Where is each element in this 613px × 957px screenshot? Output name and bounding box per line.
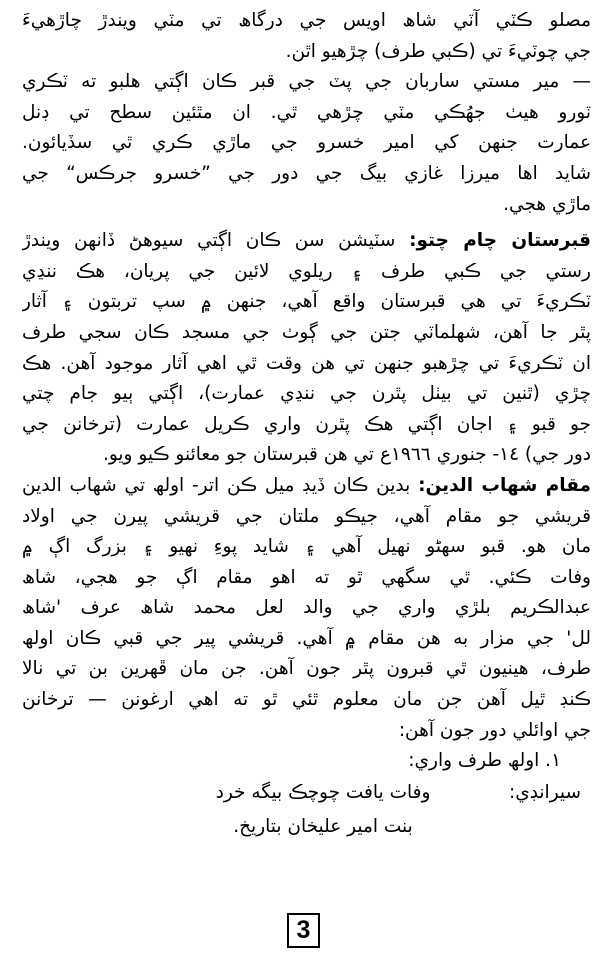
text-line: ٽڪريءَ تي ھي قبرستان واقع آھي، جنھن ۾ سپ تربتون ۽ آثار [22, 291, 591, 313]
paragraph-2 [22, 67, 591, 220]
section-shrine [22, 471, 591, 746]
text-line: ڪنڊ ٿيل آھن جن مان معلوم ٿئي ٿو ته اھي ارغونن — ترخانن [22, 689, 591, 711]
section-text: سٽيشن سن ڪان اڳتي سيوھڻ ڏانھن ويندڙ [22, 230, 396, 252]
inscription-text: وفات يافت چوچڪ بيگه خرد [215, 782, 431, 804]
text-line: وفات ڪئي. ٿي سگھي ٿو ته اھو مقام اڳ جو ھجي، شاھ [22, 566, 591, 588]
section-heading: مقام شھاب الدين: [418, 474, 591, 496]
paragraph-1 [22, 6, 591, 67]
text-line: مان ھو. قبو سھڻو نھيل آھي ۽ شايد پوءِ نھيو ۽ بزرگ اڳ ۾ [22, 536, 591, 558]
text-line [22, 471, 591, 502]
text-line: عبدالڪريم بلڙي واري جي والد لعل محمد شاھ عرف 'شاھ [22, 597, 591, 619]
inscription-label: سيرانڊي: [508, 782, 581, 804]
inscription-text: بنت امير عليخان بتاريخ. [233, 816, 413, 838]
text-line: ٽورو ھيٺ جھُڪي مٽي چڙھي ٿي. ان مٿئين سطح تي ڊنل [22, 101, 591, 123]
text-line: ان ٽڪريءَ تي چڙھبو جنھن تي ھن وقت ٿي اھي آثار موجود آھن. ھڪ [22, 352, 591, 374]
inscription-line [22, 776, 591, 810]
text-line: جي اوائلي دور جون آھن: [398, 719, 591, 741]
text-line: — مير مستي ساربان جي پٽ جي قبر ڪان اڳتي ھلبو ته ٽڪري [22, 71, 591, 93]
page-number: 3 [287, 913, 320, 948]
section-text: بدين ڪان ڏيڊ ميل ڪن اتر- اولھ تي شھاب الدين [22, 474, 411, 496]
text-line [22, 226, 591, 257]
text-line: عمارت جنھن کي امير خسرو جي ماڙي ڪري ٿي سڏيائون. [22, 132, 591, 154]
text-line: پٿر جا آھن، شھلماٽي جتن جي ڳوٺ جي مسجد ڪان سجي طرف [22, 321, 591, 343]
text-line: قريشي جو مقام آھي، جيڪو ملتان جي قريشي پيرن جي اولاد [22, 505, 591, 527]
text-line: طرف، ھينيون ٿي قبرون پٿر جون آھن. جن مان ڦھرين بن تي نالا [22, 658, 591, 680]
text-line: شايد اھا ميرزا غازي بيگ جي دور جي ”خسرو جرڪس“ جي [22, 162, 591, 184]
text-line: رستي جي ڪبي طرف ۽ ريلوي لائين جي پريان، ھڪ ننڍي [22, 260, 591, 282]
text-line: چڙي (ٿنين تي بيٺل پٿرن جي ننڍي عمارت)، اڳتي ٻيو جام چتي [22, 383, 591, 405]
text-line: ماڙي ھجي. [503, 193, 591, 215]
text-line: دور جي) ١٤- جنوري ١٩٦٦ع تي ھن قبرستان جو معائنو ڪيو ويو. [102, 444, 591, 466]
inscription-line [22, 810, 591, 844]
section-heading: قبرستان چام چتو: [409, 230, 591, 252]
text-line: لل' جي مزار به ھن مقام ۾ آھي. قريشي پير جي قبي ڪان اولھ [22, 627, 591, 649]
section-cemetery [22, 226, 591, 471]
list-item: ١. اولھ طرف واري: [408, 750, 561, 772]
text-line: مصلو ڪٽي آٽي شاھ اويس جي درگاھ تي مٽي ويندڙ چاڙھيءَ [22, 10, 591, 31]
text-line: جي چوٽيءَ تي (ڪبي طرف) چڙھيو اٿن. [285, 40, 591, 62]
text-line: جو قبو ۽ اجان اڳتي ھڪ پٿرن واري ڪريل عمارت (ترخانن جي [22, 413, 591, 435]
